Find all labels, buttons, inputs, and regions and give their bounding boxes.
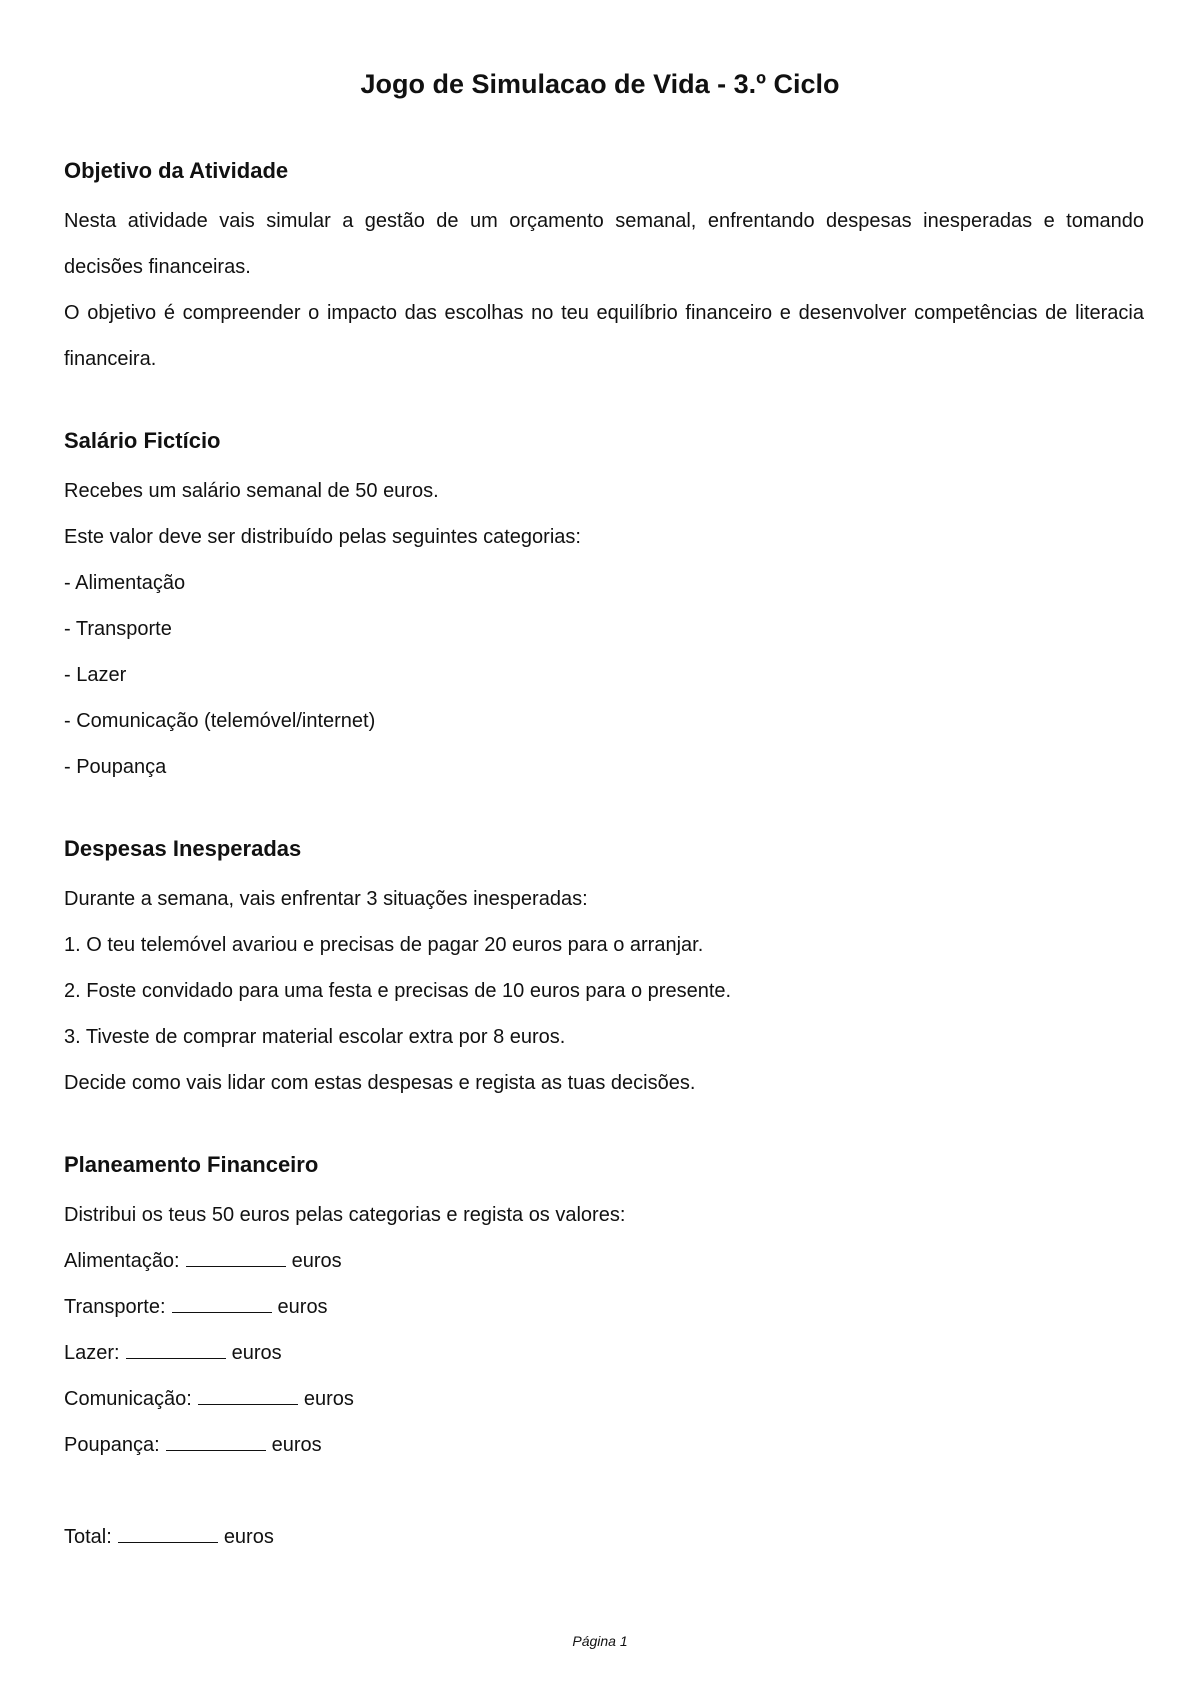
budget-field-lazer	[64, 1330, 1144, 1376]
despesas-closing: Decide como vais lidar com estas despesas e regista as tuas decisões.	[64, 1072, 696, 1094]
section-planeamento	[64, 1150, 1144, 1560]
objetivo-paragraph-1: Nesta atividade vais simular a gestão de um orçamento semanal, enfrentando despesas inesperadas e tomando decisões financeiras.	[64, 210, 1144, 278]
salario-line-1: Recebes um salário semanal de 50 euros.	[64, 480, 439, 502]
budget-field-poupanca	[64, 1422, 1144, 1468]
fill-in-blank[interactable]	[172, 1294, 272, 1313]
fill-in-blank[interactable]	[126, 1340, 226, 1359]
field-unit: euros	[231, 1342, 282, 1364]
section-heading-despesas: Despesas Inesperadas	[64, 836, 302, 861]
expense-item: 1. O teu telemóvel avariou e precisas de pagar 20 euros para o arranjar.	[64, 934, 704, 956]
field-unit: euros	[303, 1388, 354, 1410]
field-unit: euros	[277, 1296, 328, 1318]
category-item: - Poupança	[64, 756, 167, 778]
fill-in-blank[interactable]	[198, 1386, 298, 1405]
field-label: Lazer:	[64, 1342, 120, 1364]
expense-item: 2. Foste convidado para uma festa e precisas de 10 euros para o presente.	[64, 980, 732, 1002]
budget-field-alimentacao	[64, 1238, 1144, 1284]
planeamento-intro: Distribui os teus 50 euros pelas categorias e regista os valores:	[64, 1204, 626, 1226]
document-body	[64, 156, 1144, 1560]
section-heading-planeamento: Planeamento Financeiro	[64, 1152, 319, 1177]
category-item: - Transporte	[64, 618, 172, 640]
field-label: Comunicação:	[64, 1388, 192, 1410]
field-label: Alimentação:	[64, 1250, 180, 1272]
section-salario	[64, 426, 1144, 790]
fill-in-blank[interactable]	[118, 1524, 218, 1543]
despesas-intro: Durante a semana, vais enfrentar 3 situações inesperadas:	[64, 888, 588, 910]
category-item: - Lazer	[64, 664, 127, 686]
field-label: Total:	[64, 1526, 112, 1548]
section-objetivo	[64, 156, 1144, 382]
field-unit: euros	[271, 1434, 322, 1456]
section-heading-salario: Salário Fictício	[64, 428, 221, 453]
fill-in-blank[interactable]	[186, 1248, 286, 1267]
page-number: Página 1	[572, 1633, 628, 1649]
budget-field-comunicacao	[64, 1376, 1144, 1422]
category-item: - Comunicação (telemóvel/internet)	[64, 710, 376, 732]
category-item: - Alimentação	[64, 572, 186, 594]
expense-item: 3. Tiveste de comprar material escolar extra por 8 euros.	[64, 1026, 566, 1048]
section-heading-objetivo: Objetivo da Atividade	[64, 158, 289, 183]
fill-in-blank[interactable]	[166, 1432, 266, 1451]
document-title: Jogo de Simulacao de Vida - 3.º Ciclo	[360, 69, 840, 99]
field-label: Poupança:	[64, 1434, 160, 1456]
field-label: Transporte:	[64, 1296, 166, 1318]
field-unit: euros	[223, 1526, 274, 1548]
budget-field-transporte	[64, 1284, 1144, 1330]
section-despesas	[64, 834, 1144, 1106]
objetivo-paragraph-2: O objetivo é compreender o impacto das escolhas no teu equilíbrio financeiro e desenvolver competências de literacia financeira.	[64, 302, 1144, 370]
field-unit: euros	[291, 1250, 342, 1272]
budget-field-total	[64, 1514, 1144, 1560]
salario-line-2: Este valor deve ser distribuído pelas seguintes categorias:	[64, 526, 581, 548]
